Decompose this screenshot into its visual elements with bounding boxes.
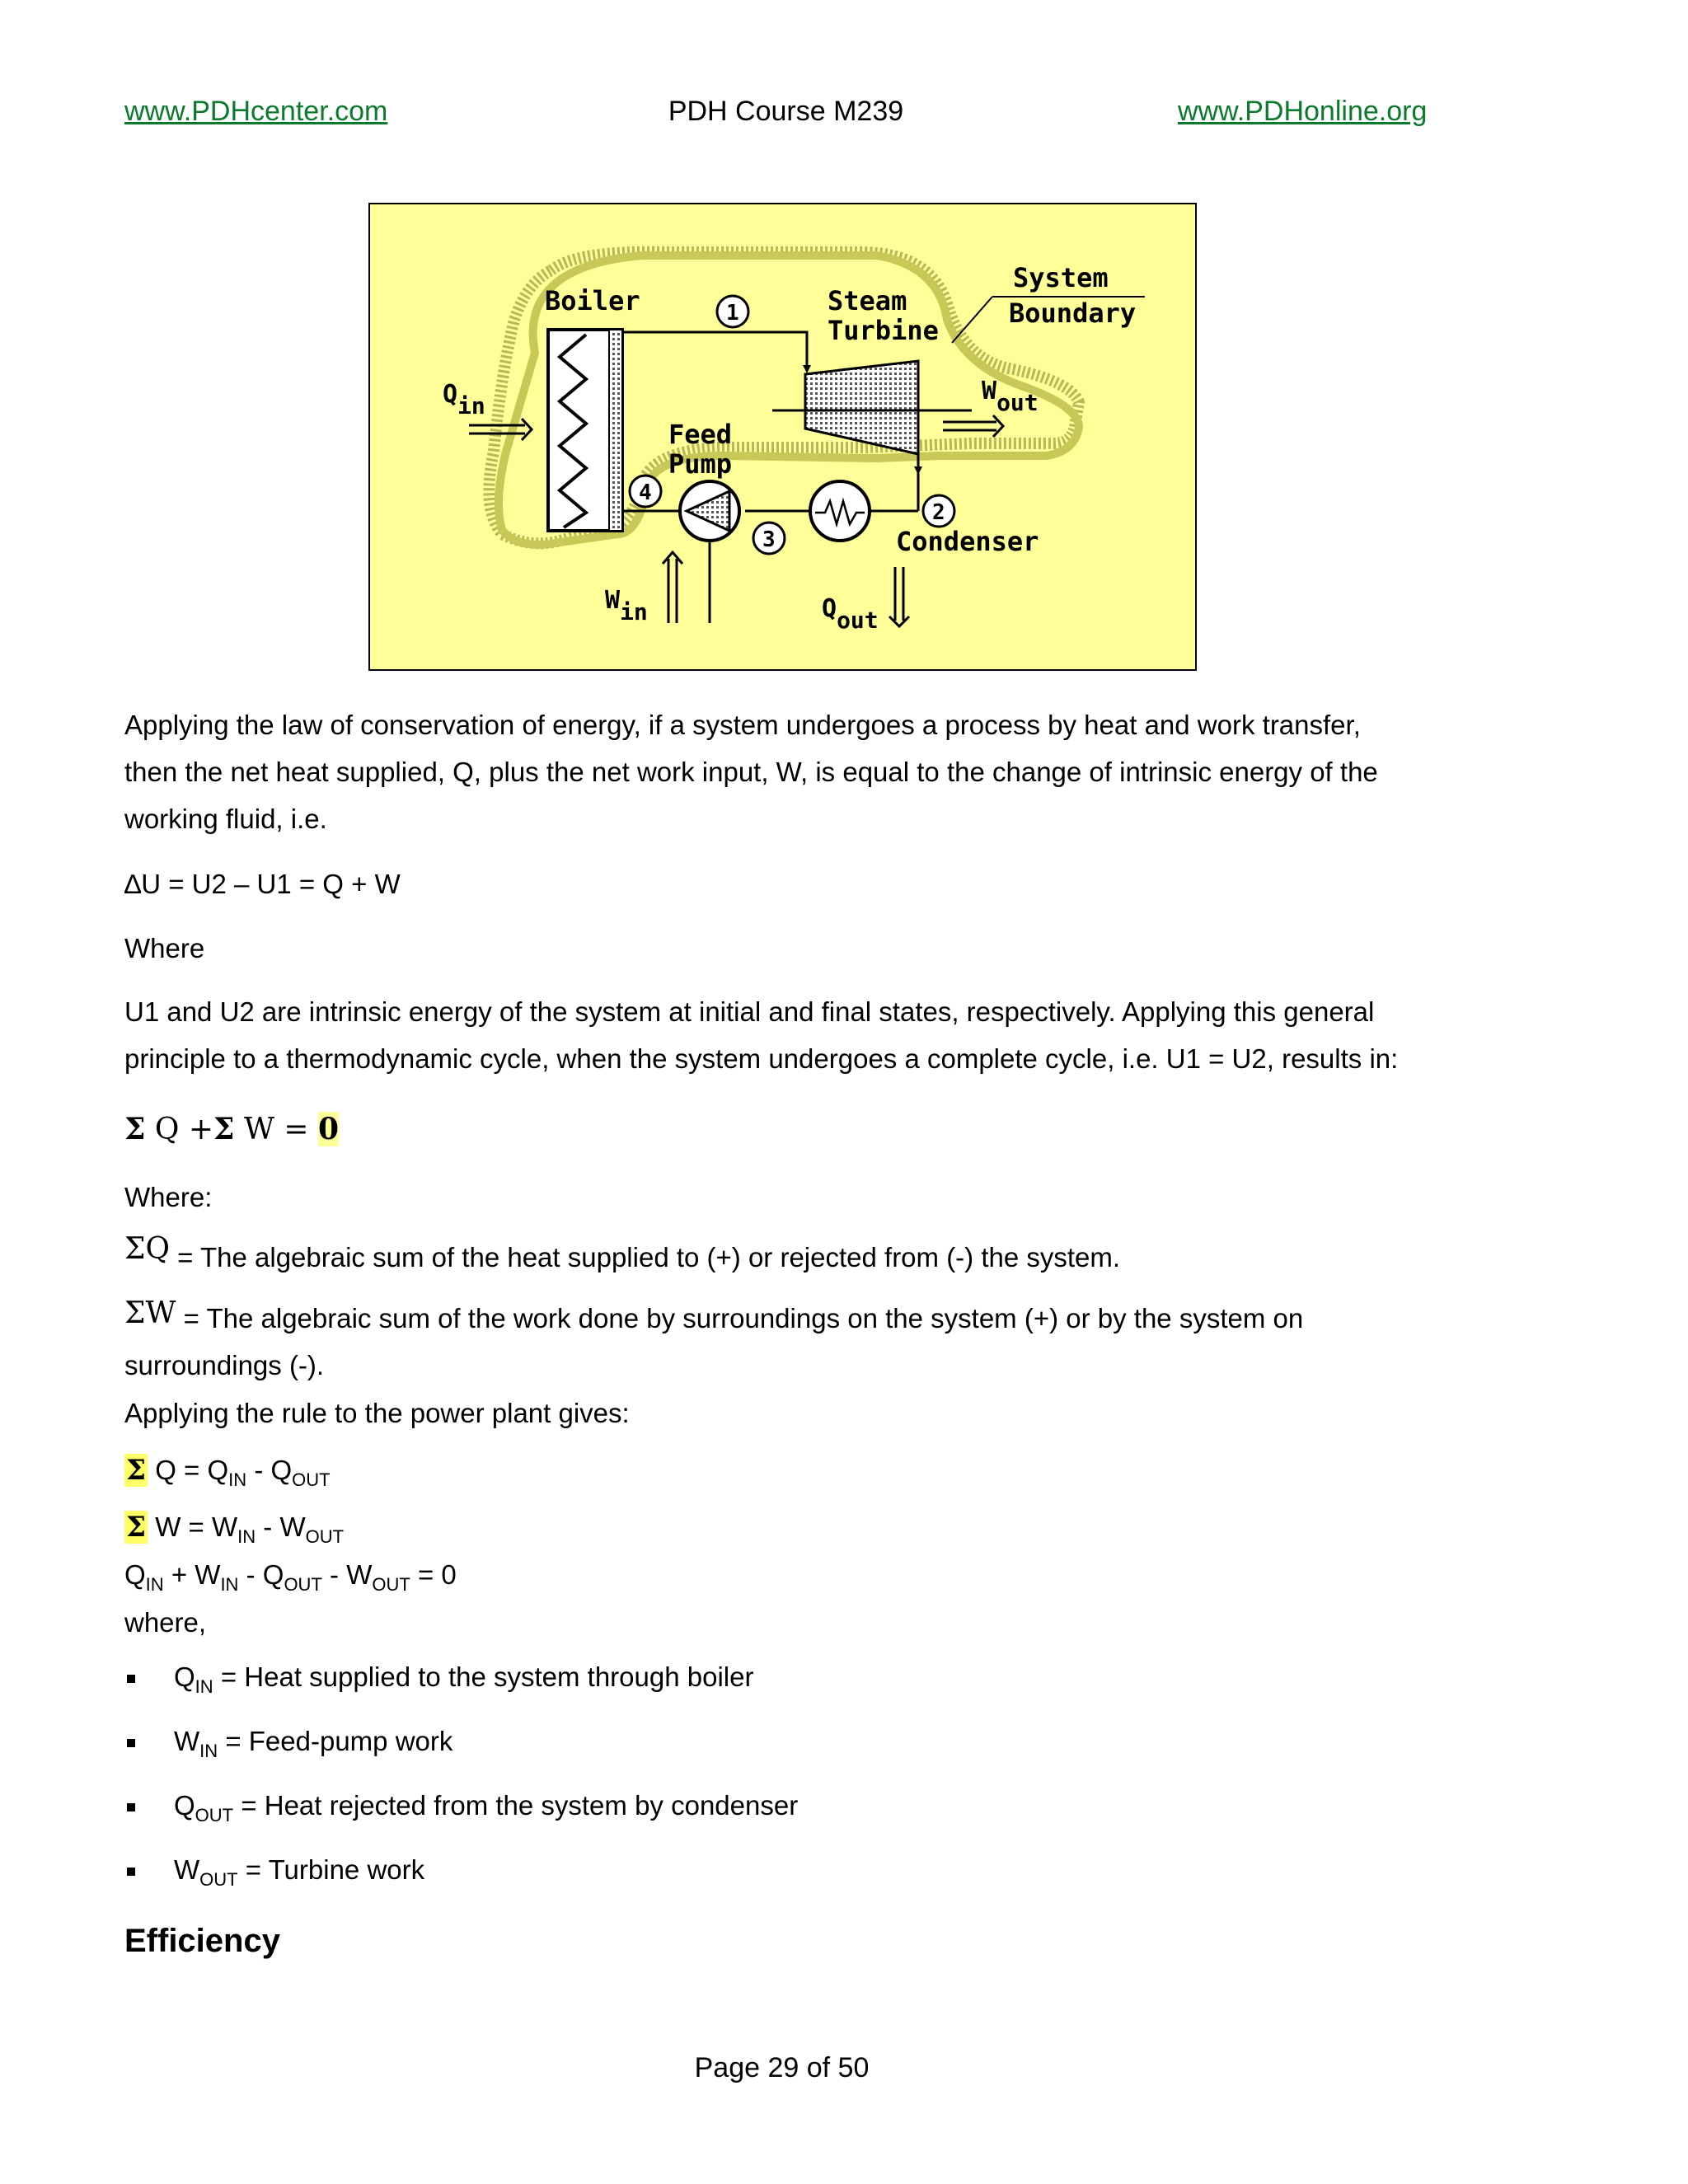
energy-balance-equation: $Q_{IN} + W_{IN} - Q_{OUT} - W_{OUT} = 0$ — [124, 1559, 457, 1595]
where-label-3: where, — [124, 1607, 207, 1638]
feed-label: Feed — [668, 419, 733, 450]
cycle-equation: Σ Q +Σ W = 0 — [124, 1112, 340, 1146]
header-right-link[interactable]: www.PDHonline.org — [1178, 96, 1428, 127]
paragraph-1-line: Applying the law of conservation of energy, if a system undergoes a process by heat and work transfer, — [124, 710, 1361, 740]
w-in-label: Win — [605, 586, 648, 626]
bullet-square-icon — [127, 1803, 135, 1811]
sum-q-equation: Σ $Q = Q_{IN} - Q_{OUT}$ — [126, 1454, 331, 1490]
paragraph-2 — [124, 988, 1435, 1082]
page-number: Page 29 of 50 — [694, 2052, 870, 2083]
pump-label: Pump — [668, 448, 733, 480]
state-1-label: 1 — [726, 301, 739, 326]
header-left-link[interactable]: www.PDHcenter.com — [124, 96, 388, 127]
definition-sum-q: ΣQ = The algebraic sum of the heat supplied to (+) or rejected from (-) the system. — [124, 1232, 1121, 1272]
paragraph-2-line: U1 and U2 are intrinsic energy of the system at initial and final states, respectively. Applying this general — [124, 996, 1375, 1027]
rankine-cycle-diagram — [368, 203, 1197, 671]
condenser-label: Condenser — [896, 526, 1039, 557]
q-out-label: Qout — [822, 594, 879, 634]
rule-intro: Applying the rule to the power plant gives: — [124, 1398, 630, 1428]
paragraph-1-line: then the net heat supplied, Q, plus the net work input, W, is equal to the change of intrinsic energy of the — [124, 757, 1378, 787]
section-heading-efficiency: Efficiency — [124, 1923, 280, 1959]
where-label: Where — [124, 933, 205, 963]
state-3-label: 3 — [762, 527, 776, 552]
bullet-square-icon — [127, 1675, 135, 1683]
steam-label: Steam — [828, 285, 907, 316]
state-4-label: 4 — [639, 480, 652, 505]
paragraph-2-line: principle to a thermodynamic cycle, when the system undergoes a complete cycle, i.e. U1 = U2, results in: — [124, 1043, 1399, 1074]
energy-equation: ∆U = U2 – U1 = Q + W — [124, 869, 401, 899]
state-2-label: 2 — [932, 500, 945, 525]
where-label-2: Where: — [124, 1182, 213, 1212]
header-course-title: PDH Course M239 — [668, 96, 904, 127]
w-out-label: Wout — [982, 377, 1039, 416]
boundary-label: Boundary — [1009, 298, 1137, 329]
system-label: System — [1013, 262, 1109, 293]
bullet-square-icon — [127, 1868, 135, 1876]
definition-sum-w: ΣW = The algebraic sum of the work done by surroundings on the system (+) or by the system on surroundings (-). — [124, 1296, 1304, 1380]
bullet-square-icon — [127, 1739, 135, 1747]
q-in-label: Qin — [443, 380, 485, 419]
sum-w-equation: Σ $W = W_{IN} - W_{OUT}$ — [126, 1511, 345, 1547]
paragraph-1 — [124, 701, 1435, 842]
boiler-label: Boiler — [545, 285, 640, 316]
turbine-label: Turbine — [828, 315, 939, 346]
paragraph-1-line: working fluid, i.e. — [124, 804, 327, 834]
turbine-shape — [805, 361, 918, 454]
